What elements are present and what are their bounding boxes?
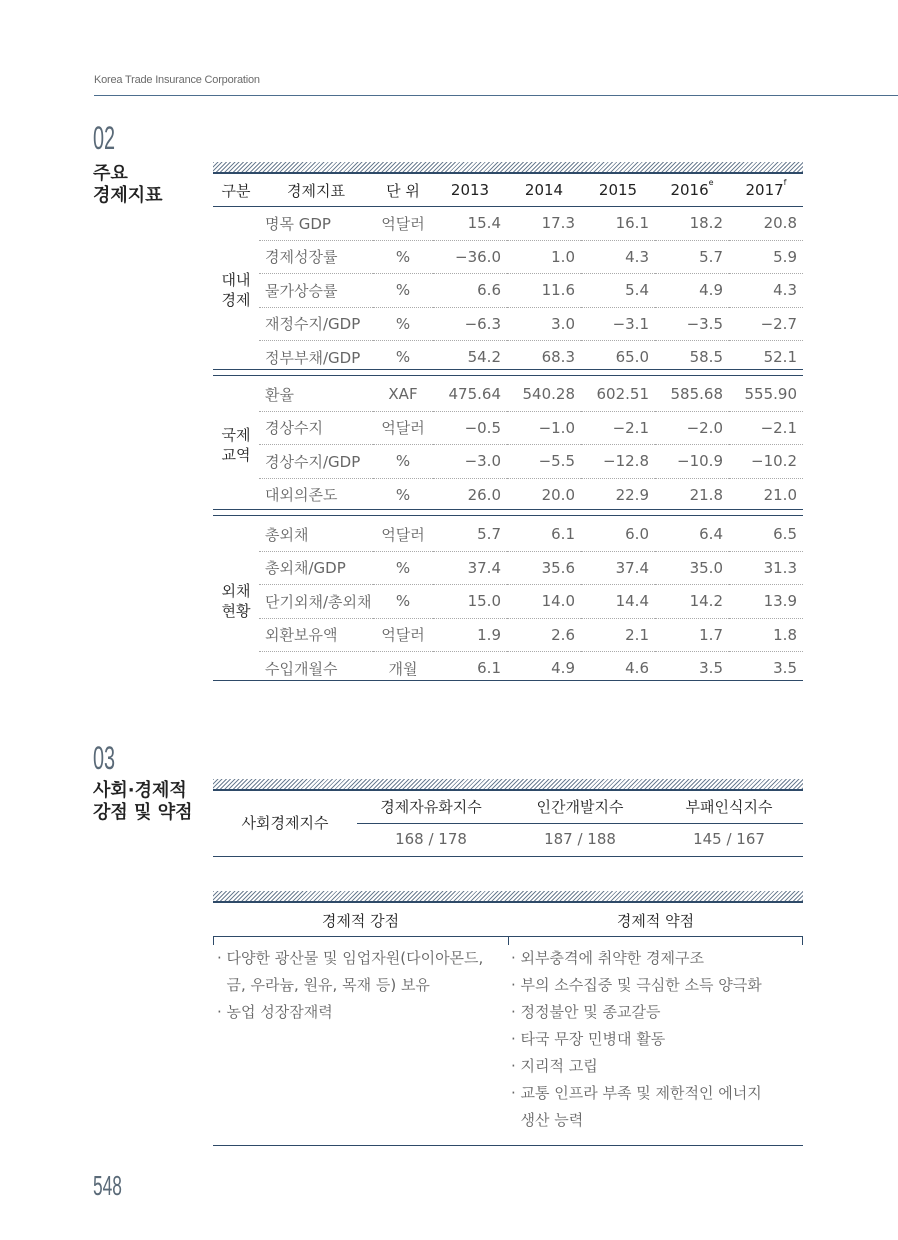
social-col-label: 부패인식지수 [685, 798, 773, 816]
economic-indicators-table [213, 174, 803, 207]
indicator-value: 14.0 [507, 585, 581, 619]
indicator-value: −2.7 [729, 307, 803, 341]
indicator-unit: 억달러 [373, 207, 433, 240]
list-item: · 외부충격에 취약한 경제구조 [511, 949, 704, 967]
indicator-name: 재정수지/GDP [259, 307, 373, 341]
table-row [213, 207, 803, 240]
social-row-label: 사회경제지수 [241, 814, 329, 832]
indicator-value: 15.0 [433, 585, 507, 619]
indicator-value: 4.3 [729, 274, 803, 308]
indicator-value: 35.0 [655, 551, 729, 585]
indicator-value: −5.5 [507, 445, 581, 479]
social-col-value: 187 / 188 [544, 830, 616, 848]
header-year-2013: 2013 [433, 174, 507, 207]
indicator-value: 5.7 [433, 518, 507, 551]
indicator-unit: % [373, 445, 433, 479]
indicator-value: 52.1 [763, 348, 797, 367]
indicator-value: 16.1 [581, 207, 655, 240]
indicator-value: 13.9 [729, 585, 803, 619]
indicator-value: 35.6 [507, 551, 581, 585]
section-title-indicators: 주요 경제지표 [93, 163, 163, 206]
social-col-value: 168 / 178 [395, 830, 467, 848]
indicator-value: 5.4 [581, 274, 655, 308]
indicator-value: 475.64 [433, 378, 507, 411]
header-year-2015: 2015 [581, 174, 655, 207]
indicator-value: −12.8 [581, 445, 655, 479]
header-year-2014: 2014 [507, 174, 581, 207]
indicator-name: 총외채 [259, 518, 373, 551]
indicator-value: 68.3 [541, 348, 575, 367]
indicator-name: 총외채/GDP [259, 551, 373, 585]
indicator-name: 물가상승률 [259, 274, 373, 308]
swot-table [213, 903, 803, 1146]
strengths-list [217, 945, 505, 1026]
page-number: 548 [93, 1170, 122, 1201]
list-item: · 교통 인프라 부족 및 제한적인 에너지 [511, 1084, 762, 1102]
section-number-03: 03 [93, 740, 116, 776]
header-unit: 단 위 [373, 174, 433, 207]
list-item: 생산 능력 [511, 1111, 584, 1129]
indicator-value: 1.8 [729, 618, 803, 652]
indicator-value: 4.3 [581, 240, 655, 274]
table-row [213, 618, 803, 652]
indicator-value: 18.2 [655, 207, 729, 240]
header-group: 구분 [213, 174, 259, 207]
indicator-unit: % [373, 551, 433, 585]
tick-right [802, 936, 803, 945]
swot-table-hatch [213, 891, 803, 903]
indicator-value: 54.2 [467, 348, 501, 367]
indicator-value: 6.6 [433, 274, 507, 308]
company-name: Korea Trade Insurance Corporation [94, 74, 260, 86]
indicator-unit: XAF [373, 378, 433, 411]
table-row [213, 585, 803, 619]
group-external-debt [213, 518, 803, 685]
indicator-unit: 억달러 [373, 411, 433, 445]
indicator-name: 대외의존도 [265, 486, 338, 505]
social-col-label: 인간개발지수 [536, 798, 624, 816]
tick-mid [508, 936, 509, 945]
weakness-title: 경제적 약점 [616, 912, 695, 930]
indicator-value: 37.4 [433, 551, 507, 585]
indicator-value: 2.1 [581, 618, 655, 652]
social-header-divider [357, 823, 803, 824]
indicator-value: 20.8 [729, 207, 803, 240]
indicator-value: −2.1 [581, 411, 655, 445]
indicator-value: 6.0 [581, 518, 655, 551]
list-item: · 농업 성장잠재력 [217, 1003, 333, 1021]
indicator-value: −0.5 [433, 411, 507, 445]
indicator-value: 65.0 [615, 348, 649, 367]
indicator-name: 외환보유액 [259, 618, 373, 652]
tick-left [213, 936, 214, 945]
indicator-value: 21.8 [689, 485, 723, 504]
table-row [213, 307, 803, 341]
indicator-value: 3.5 [773, 659, 797, 678]
list-item: · 다양한 광산물 및 임업자원(다이아몬드, [217, 949, 484, 967]
indicator-name: 단기외채/총외채 [259, 585, 373, 619]
indicator-value: 3.5 [699, 659, 723, 678]
indicator-value: 1.0 [507, 240, 581, 274]
indicator-value: 31.3 [729, 551, 803, 585]
list-item: · 지리적 고립 [511, 1057, 598, 1075]
table-bottom-line [213, 680, 803, 681]
indicator-name: 수입개월수 [265, 659, 338, 678]
indicator-value: 20.0 [541, 485, 575, 504]
group-label: 외채 현황 [221, 582, 251, 621]
indicator-value: 11.6 [507, 274, 581, 308]
indicator-unit: 억달러 [373, 518, 433, 551]
social-table-hatch [213, 779, 803, 791]
indicator-value: −10.9 [655, 445, 729, 479]
indicator-value: 15.4 [433, 207, 507, 240]
list-item: · 부의 소수집중 및 극심한 소득 양극화 [511, 976, 762, 994]
indicator-value: −1.0 [507, 411, 581, 445]
indicator-value: 58.5 [689, 348, 723, 367]
indicator-value: 26.0 [467, 485, 501, 504]
indicator-value: 6.4 [655, 518, 729, 551]
table-row [213, 551, 803, 585]
indicator-value: 4.9 [551, 659, 575, 678]
indicator-value: 1.9 [433, 618, 507, 652]
table-row [213, 378, 803, 411]
indicator-value: 17.3 [507, 207, 581, 240]
indicator-value: −3.5 [655, 307, 729, 341]
table-row [213, 478, 803, 511]
indicator-value: 14.2 [655, 585, 729, 619]
indicator-unit: % [395, 348, 411, 367]
section-number-02: 02 [93, 120, 116, 156]
table-row [213, 240, 803, 274]
indicator-name: 정부부채/GDP [265, 348, 361, 367]
header-year-2016: 2016e [655, 174, 729, 207]
indicator-value: 540.28 [507, 378, 581, 411]
indicator-value: 4.9 [655, 274, 729, 308]
header-indicator: 경제지표 [259, 174, 373, 207]
social-index-table [213, 791, 803, 857]
indicator-value: −2.1 [729, 411, 803, 445]
group-separator [213, 369, 803, 376]
indicator-value: 1.7 [655, 618, 729, 652]
indicator-value: 5.9 [729, 240, 803, 274]
indicator-value: 585.68 [655, 378, 729, 411]
list-item: · 타국 무장 민병대 활동 [511, 1030, 666, 1048]
indicator-value: 37.4 [581, 551, 655, 585]
indicator-unit: % [373, 585, 433, 619]
weaknesses-list [511, 945, 803, 1134]
strength-title: 경제적 강점 [321, 912, 400, 930]
indicator-value: 555.90 [729, 378, 803, 411]
group-trade [213, 378, 803, 511]
social-col-value: 145 / 167 [693, 830, 765, 848]
indicator-value: 5.7 [655, 240, 729, 274]
indicator-unit: % [373, 240, 433, 274]
indicator-value: 6.5 [729, 518, 803, 551]
indicator-value: −2.0 [655, 411, 729, 445]
list-item: 금, 우라늄, 원유, 목재 등) 보유 [217, 976, 430, 994]
indicator-name: 경상수지/GDP [259, 445, 373, 479]
indicator-unit: % [395, 485, 411, 504]
indicator-value: 2.6 [507, 618, 581, 652]
indicator-unit: 개월 [388, 659, 418, 678]
section-title-strengths-weaknesses: 사회·경제적 강점 및 약점 [93, 780, 193, 823]
header-year-2017: 2017$^f$ [729, 174, 803, 207]
indicator-value: −6.3 [433, 307, 507, 341]
indicator-name: 환율 [259, 378, 373, 411]
indicator-value: 6.1 [507, 518, 581, 551]
indicator-value: 21.0 [763, 485, 797, 504]
indicator-value: −36.0 [433, 240, 507, 274]
indicator-value: −10.2 [729, 445, 803, 479]
indicator-value: 6.1 [477, 659, 501, 678]
table-row [213, 411, 803, 445]
group-domestic [213, 207, 803, 374]
group-label: 국제 교역 [221, 425, 251, 464]
indicator-value: 602.51 [581, 378, 655, 411]
indicator-unit: % [373, 274, 433, 308]
table-row [213, 445, 803, 479]
table-row [213, 274, 803, 308]
table-top-hatch [213, 162, 803, 174]
indicator-value: 14.4 [581, 585, 655, 619]
indicator-value: 4.6 [625, 659, 649, 678]
indicator-value: 3.0 [507, 307, 581, 341]
group-label: 대내 경제 [221, 271, 251, 310]
table-header-row [213, 174, 803, 207]
group-separator [213, 509, 803, 516]
header-divider [94, 95, 898, 96]
indicator-unit: % [373, 307, 433, 341]
indicator-unit: 억달러 [373, 618, 433, 652]
social-col-label: 경제자유화지수 [380, 798, 482, 816]
table-row [213, 518, 803, 551]
indicator-value: −3.0 [433, 445, 507, 479]
indicator-name: 경상수지 [259, 411, 373, 445]
indicator-name: 명목 GDP [259, 207, 373, 240]
indicator-value: 22.9 [615, 485, 649, 504]
list-item: · 정정불안 및 종교갈등 [511, 1003, 661, 1021]
indicator-name: 경제성장률 [259, 240, 373, 274]
indicator-value: −3.1 [581, 307, 655, 341]
